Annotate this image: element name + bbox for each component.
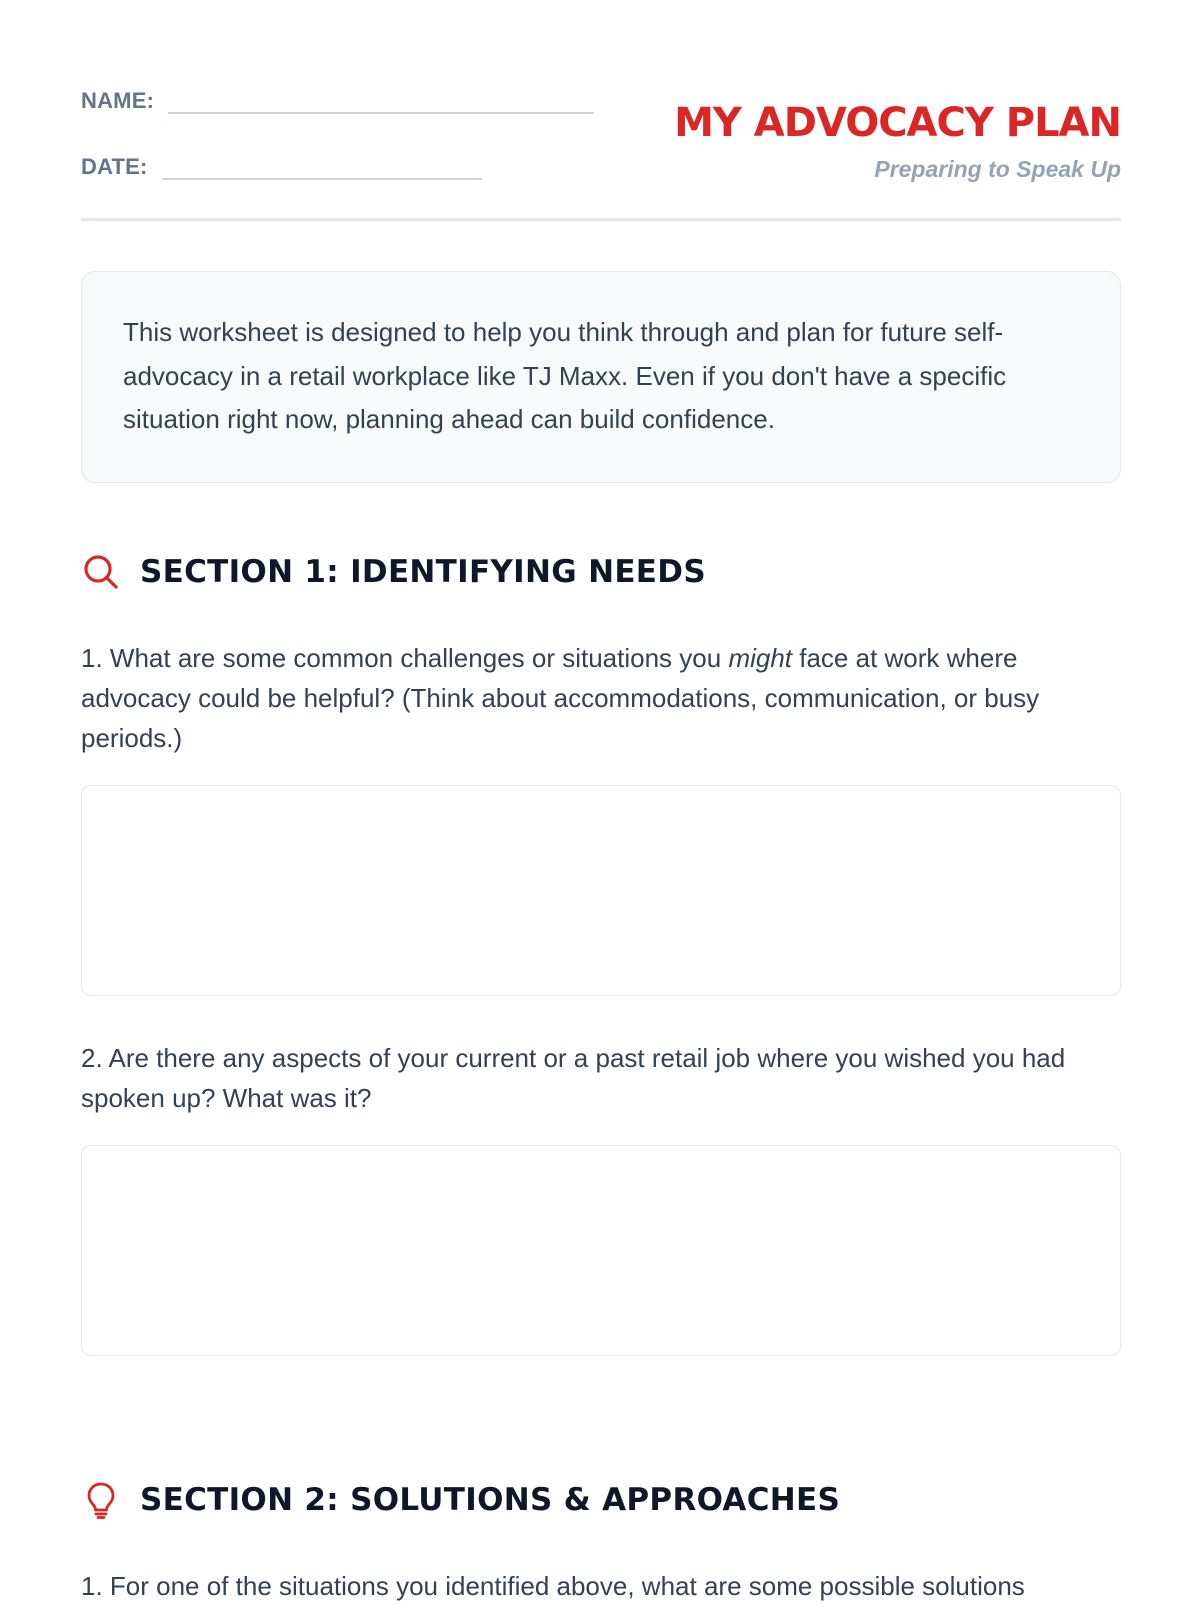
question-1-emphasis: might — [728, 643, 793, 673]
date-label: DATE: — [81, 154, 148, 179]
question-1-text-end: face at work where advocacy could be helpful? (Think about accommodations, communication, or busy periods.) — [81, 643, 1040, 753]
section-1-question-2 — [81, 1038, 1121, 1118]
section-2-question-1 — [81, 1566, 1121, 1606]
section-1-question-1 — [81, 638, 1121, 758]
worksheet-page — [81, 0, 1121, 1601]
answer-box-2[interactable] — [81, 1145, 1121, 1356]
magnifier-icon — [81, 552, 121, 592]
answer-box-1[interactable] — [81, 785, 1121, 996]
name-input-line[interactable] — [168, 86, 594, 114]
question-1-text-start: 1. What are some common challenges or situations you — [81, 643, 729, 673]
worksheet-header — [81, 0, 1121, 221]
section-2-heading — [81, 1480, 840, 1520]
lightbulb-icon — [81, 1480, 121, 1520]
date-input-line[interactable] — [162, 152, 482, 180]
name-field — [81, 86, 594, 114]
section-2-title: SECTION 2: SOLUTIONS & APPROACHES — [140, 1482, 841, 1518]
name-label: NAME: — [81, 88, 155, 113]
intro-box — [81, 271, 1121, 483]
section-1-heading — [81, 552, 706, 592]
date-field — [81, 152, 482, 180]
intro-text: This worksheet is designed to help you think through and plan for future self-advocacy in a retail workplace like TJ Maxx. Even if you don't have a specific situation right now, planning ahead can build confidence. — [123, 317, 1007, 434]
section-2-question-1-text: 1. For one of the situations you identified above, what are some possible solutions — [81, 1571, 1025, 1601]
page-subtitle: Preparing to Speak Up — [874, 156, 1121, 182]
question-2-text: 2. Are there any aspects of your current or a past retail job where you wished you had spoken up? What was it? — [81, 1043, 1066, 1113]
section-1-title: SECTION 1: IDENTIFYING NEEDS — [140, 554, 706, 590]
page-title: MY ADVOCACY PLAN — [674, 100, 1121, 146]
